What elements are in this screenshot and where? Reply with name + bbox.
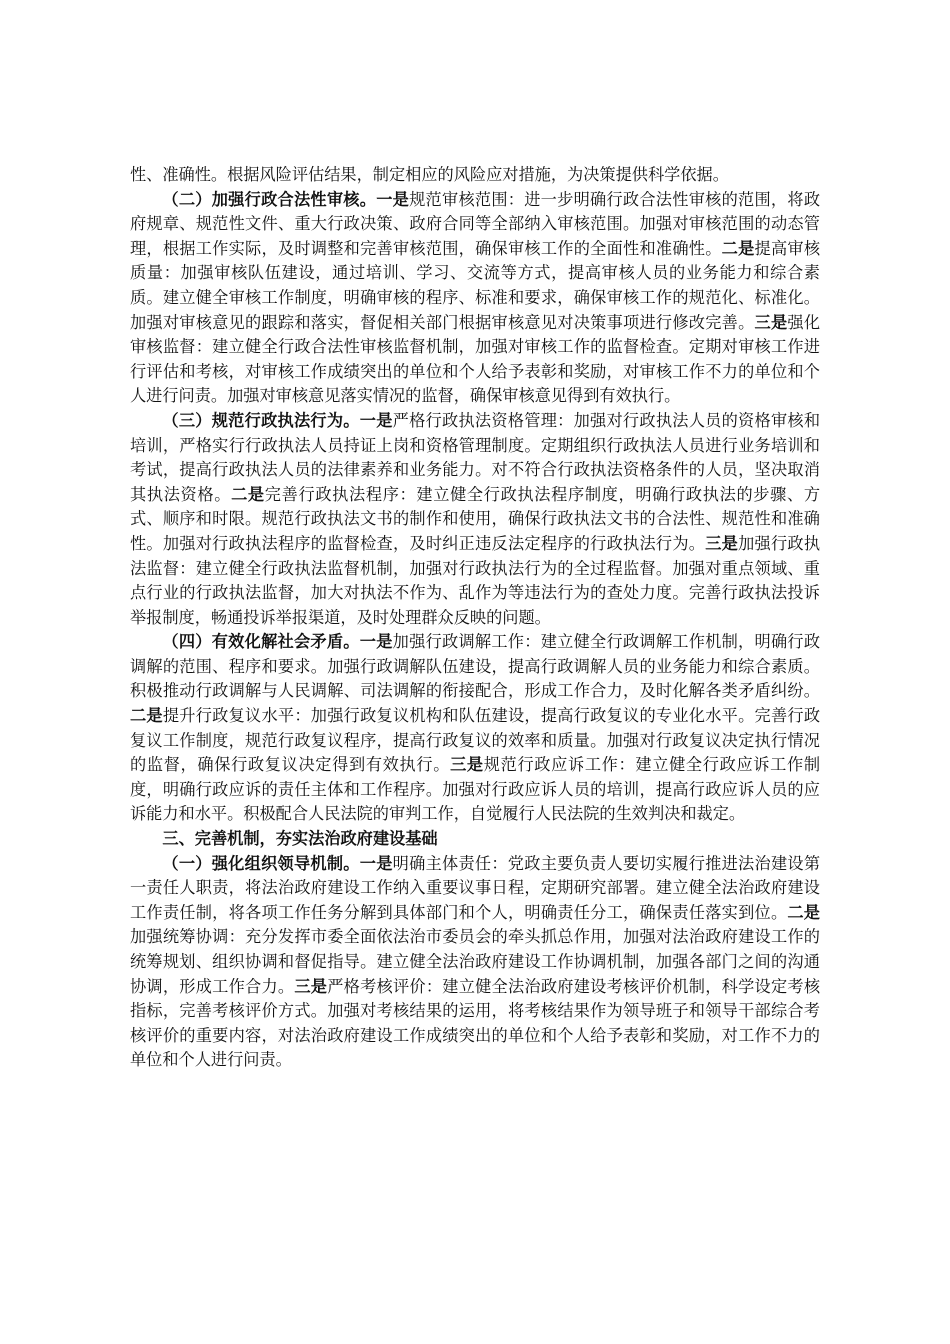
bold-text-run: 一是 (359, 632, 393, 652)
bold-text-run: 二是 (787, 902, 820, 922)
bold-text-run: （三）规范行政执法行为。 (162, 410, 360, 430)
text-run: 严格行政执法资格管理：加强对行政执法人员的资格审核和培训，严格实行行政执法人员持证上岗和资格管理制度。定期组织行政执法人员进行业务培训和考试，提高行政执法人员的法律素养和业务能力。对不符合行政执法资格条件的人员，坚决取消其执法资格。 (130, 410, 821, 504)
bold-text-run: 二是 (130, 706, 163, 726)
bold-text-run: 二是 (721, 238, 755, 258)
document-page (130, 163, 820, 1073)
bold-text-run: 三是 (705, 533, 739, 553)
bold-text-run: 一是 (376, 189, 410, 209)
text-run: 性、准确性。根据风险评估结果，制定相应的风险应对措施，为决策提供科学依据。 (130, 165, 729, 184)
bold-text-run: 三是 (754, 312, 788, 332)
text-run: 加强行政调解工作：建立健全行政调解工作机制，明确行政调解的范围、程序和要求。加强行政调解队伍建设，提高行政调解人员的业务能力和综合素质。积极推动行政调解与人民调解、司法调解的衔接配合，形成工作合力，及时化解各类矛盾纠纷。 (130, 632, 821, 701)
text-run: 规范审核范围：进一步明确行政合法性审核的范围，将政府规章、规范性文件、重大行政决策、政府合同等全部纳入审核范围。加强对审核范围的动态管理，根据工作实际，及时调整和完善审核范围，确保审核工作的全面性和准确性。 (130, 189, 821, 258)
text-run: 提升行政复议水平：加强行政复议机构和队伍建设，提高行政复议的专业化水平。完善行政复议工作制度，规范行政复议程序，提高行政复议的效率和质量。加强对行政复议决定执行情况的监督，确保行政复议决定得到有效执行。 (130, 706, 821, 775)
text-run: 明确主体责任：党政主要负责人要切实履行推进法治建设第一责任人职责，将法治政府建设工作纳入重要议事日程，定期研究部署。建立健全法治政府建设工作责任制，将各项工作任务分解到具体部门和个人，明确责任分工，确保责任落实到位。 (130, 853, 821, 922)
text-run: 完善行政执法程序：建立健全行政执法程序制度，明确行政执法的步骤、方式、顺序和时限。规范行政执法文书的制作和使用，确保行政执法文书的合法性、规范性和准确性。加强对行政执法程序的监督检查，及时纠正违反法定程序的行政执法行为。 (130, 484, 821, 553)
bold-text-run: 三是 (294, 976, 328, 996)
section-heading-3 (130, 827, 820, 852)
text-run: 严格考核评价：建立健全法治政府建设考核评价机制，科学设定考核指标，完善考核评价方式。加强对考核结果的运用，将考核结果作为领导班子和领导干部综合考核评价的重要内容，对法治政府建设工作成绩突出的单位和个人给予表彰和奖励，对工作不力的单位和个人进行问责。 (130, 976, 821, 1070)
bold-text-run: 一是 (359, 853, 393, 873)
bold-text-run: （四）有效化解社会矛盾。 (162, 632, 360, 652)
bold-text-run: （二）加强行政合法性审核。 (162, 189, 377, 209)
text-run: 提高审核质量：加强审核队伍建设，通过培训、学习、交流等方式，提高审核人员的业务能力和综合素质。建立健全审核工作制度，明确审核的程序、标准和要求，确保审核工作的规范化、标准化。加强对审核意见的跟踪和落实，督促相关部门根据审核意见对决策事项进行修改完善。 (130, 238, 821, 332)
paragraph-law-enforcement (130, 409, 820, 630)
text-run: 规范行政应诉工作：建立健全行政应诉工作制度，明确行政应诉的责任主体和工作程序。加强对行政应诉人员的培训，提高行政应诉人员的应诉能力和水平。积极配合人民法院的审判工作，自觉履行人民法院的生效判决和裁定。 (130, 755, 821, 824)
paragraph-leadership-mechanism (130, 852, 820, 1073)
bold-text-run: 三、完善机制，夯实法治政府建设基础 (162, 829, 438, 849)
paragraph-legality-review (130, 188, 820, 409)
text-run: 加强行政执法监督：建立健全行政执法监督机制，加强对行政执法行为的全过程监督。加强对重点领域、重点行业的行政执法监督，加大对执法不作为、乱作为等违法行为的查处力度。完善行政执法投诉举报制度，畅通投诉举报渠道，及时处理群众反映的问题。 (130, 533, 821, 627)
paragraph-continuation (130, 163, 820, 188)
bold-text-run: 二是 (231, 484, 265, 504)
bold-text-run: 一是 (359, 410, 393, 430)
text-run: 加强统筹协调：充分发挥市委全面依法治市委员会的牵头抓总作用，加强对法治政府建设工作的统筹规划、组织协调和督促指导。建立健全法治政府建设工作协调机制，加强各部门之间的沟通协调，形成工作合力。 (130, 927, 820, 996)
bold-text-run: 三是 (450, 755, 484, 775)
text-run: 强化审核监督：建立健全行政合法性审核监督机制，加强对审核工作的监督检查。定期对审核工作进行评估和考核，对审核工作成绩突出的单位和个人给予表彰和奖励，对审核工作不力的单位和个人进行问责。加强对审核意见落实情况的监督，确保审核意见得到有效执行。 (130, 312, 821, 406)
paragraph-resolve-conflicts (130, 630, 820, 827)
bold-text-run: （一）强化组织领导机制。 (162, 853, 360, 873)
